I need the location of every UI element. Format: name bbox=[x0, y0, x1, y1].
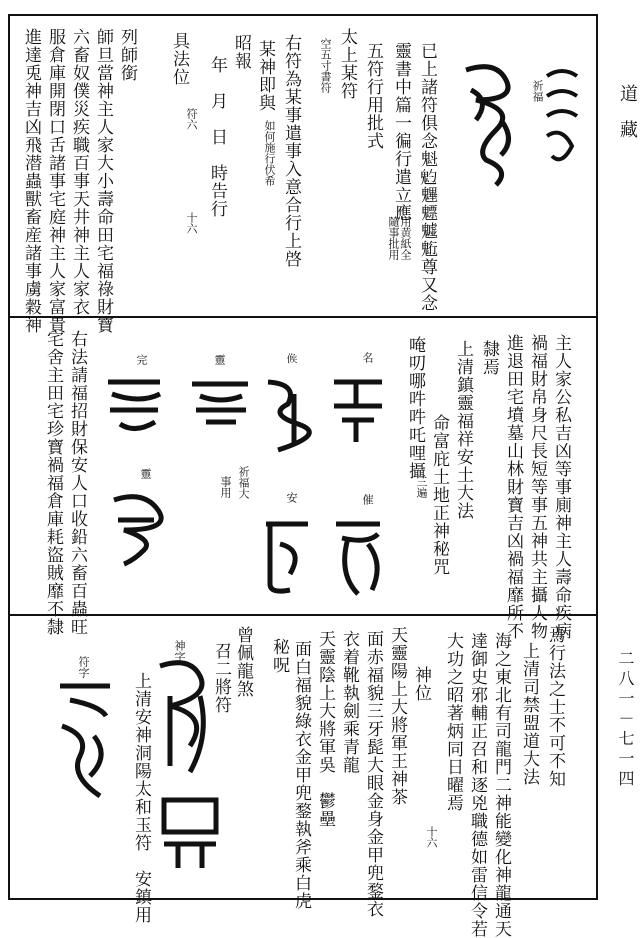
text-column: 某神即與 bbox=[255, 40, 275, 112]
text-column: 主人家公私吉凶等事廁神主人壽命疾病 bbox=[551, 334, 571, 640]
talisman-drawing bbox=[186, 374, 256, 434]
text-column: 面赤福貌三牙髭大眼金身金甲兜鍪衣 bbox=[363, 630, 383, 918]
talisman-drawing bbox=[104, 490, 168, 568]
talisman-label: 完 bbox=[135, 354, 148, 365]
text-column: 唵叨哪吽吽吒哩攝 bbox=[405, 336, 425, 480]
note-text: 空五寸書符 bbox=[319, 38, 332, 93]
talisman-drawing bbox=[542, 66, 582, 186]
text-column: 大功之昭著炳同日曜焉 bbox=[443, 632, 463, 812]
text-column: 六畜奴僕災疾職百事天井神主人家衣 bbox=[69, 28, 89, 316]
text-column: 進達兎神吉凶飛潜蟲獸畜産諸事虜穀神 bbox=[21, 28, 41, 334]
note-text: 三遍 bbox=[415, 476, 428, 498]
text-column: 五符行用批式 bbox=[363, 42, 383, 150]
text-column: 右法請福招財保安人口收鉛六畜百蟲旺 bbox=[67, 330, 87, 636]
text-column: 服倉庫開閉口舌諸事宅庭神主人家富貴 bbox=[45, 28, 65, 334]
text-column: 達御史邪輔正召和逐兇職德如雷信令若 bbox=[467, 632, 487, 938]
talisman-drawing bbox=[100, 374, 170, 438]
page-note: 符六 bbox=[185, 108, 198, 130]
text-column: 召二將符 bbox=[211, 642, 231, 714]
note-text: 祈福大 bbox=[237, 466, 250, 499]
text-column: 年 月 日 時告行 bbox=[207, 56, 227, 218]
talisman-drawing bbox=[260, 514, 314, 598]
text-column: 右符為某事遣事入意合行上啓 bbox=[281, 34, 301, 268]
text-column: 上清司禁盟道大法 bbox=[519, 642, 539, 786]
talisman-drawing bbox=[258, 374, 314, 454]
text-column: 焉行法之士不可不知 bbox=[545, 626, 565, 788]
text-column: 具法位 bbox=[169, 32, 189, 86]
text-column: 師旦當神主人家大小壽命田宅福祿財寶 bbox=[93, 28, 113, 334]
text-column: 宅舍主田宅珍寶禍福倉庫耗盜賊靡不隸 bbox=[43, 330, 63, 636]
panel-top bbox=[10, 16, 596, 334]
text-column: 神位 bbox=[411, 666, 431, 702]
talisman-label: 符字 bbox=[77, 656, 90, 678]
page-frame bbox=[8, 14, 598, 938]
text-column: 已上諸符俱念魁𩲃魓魒魖䰢尊又念 bbox=[417, 42, 437, 312]
talisman-drawing bbox=[158, 792, 222, 872]
page-number: 二八一－七一四 bbox=[616, 650, 635, 790]
text-column: 上清安神洞陽太和玉符 安鎮用 bbox=[131, 672, 151, 924]
talisman-label: 名 bbox=[361, 352, 374, 363]
text-column: 秘呪 bbox=[269, 638, 289, 674]
page-note: 十六 bbox=[425, 826, 438, 848]
talisman-label: 安 bbox=[285, 492, 298, 503]
talisman-label: 靈 bbox=[213, 354, 226, 365]
text-column: 海之東北有司龍門二神能變化神龍通天 bbox=[491, 632, 511, 938]
talisman-label: 催 bbox=[361, 494, 374, 505]
note-text: 隨事批用 bbox=[387, 216, 400, 260]
talisman-label: 𠊱 bbox=[285, 352, 298, 363]
text-column: 列師銜 bbox=[117, 28, 137, 82]
text-column: 上清鎮靈福祥安土大法 bbox=[453, 340, 473, 520]
text-column: 曾佩龍煞 bbox=[233, 626, 253, 698]
text-column: 衣着靴執劍乘青龍 bbox=[339, 630, 359, 774]
talisman-label: 祈福 bbox=[531, 80, 544, 102]
note-text: 事用 bbox=[219, 476, 232, 498]
text-column: 禍福財帛身尺長短等事五神共主攝人物 bbox=[527, 334, 547, 640]
talisman-label: 靈 bbox=[139, 468, 152, 479]
text-column: 進退田宅墳墓山林財寶吉凶禍福靡所不 bbox=[503, 334, 523, 640]
talisman-drawing bbox=[328, 514, 388, 598]
text-column: 命富庇土地正神秘咒 bbox=[429, 414, 449, 576]
talisman-drawing bbox=[50, 676, 120, 806]
note-text: 用黄紙全 bbox=[399, 216, 412, 260]
text-column: 隸焉 bbox=[479, 340, 499, 376]
text-column: 天靈陽上大將軍王神茶 bbox=[387, 626, 407, 806]
talisman-drawing bbox=[456, 60, 524, 190]
panel-bot bbox=[10, 616, 596, 938]
note-text: 如何施行伏希 bbox=[263, 120, 276, 186]
text-column: 天靈陰上大將軍吳 鬱壘 bbox=[315, 630, 335, 828]
talisman-drawing bbox=[326, 374, 390, 446]
text-column: 靈書中篇一徧行遣立應 bbox=[391, 42, 411, 222]
text-column: 面白福貌綠衣金甲兜鍪執斧乘白虎 bbox=[291, 640, 311, 910]
text-column: 太上某符 bbox=[337, 28, 357, 100]
page-note: 十六 bbox=[185, 212, 198, 234]
talisman-label: 神字 bbox=[173, 640, 186, 662]
text-column: 昭報 bbox=[231, 34, 251, 70]
panel-mid bbox=[10, 318, 596, 640]
book-title: 道藏 bbox=[617, 84, 638, 156]
